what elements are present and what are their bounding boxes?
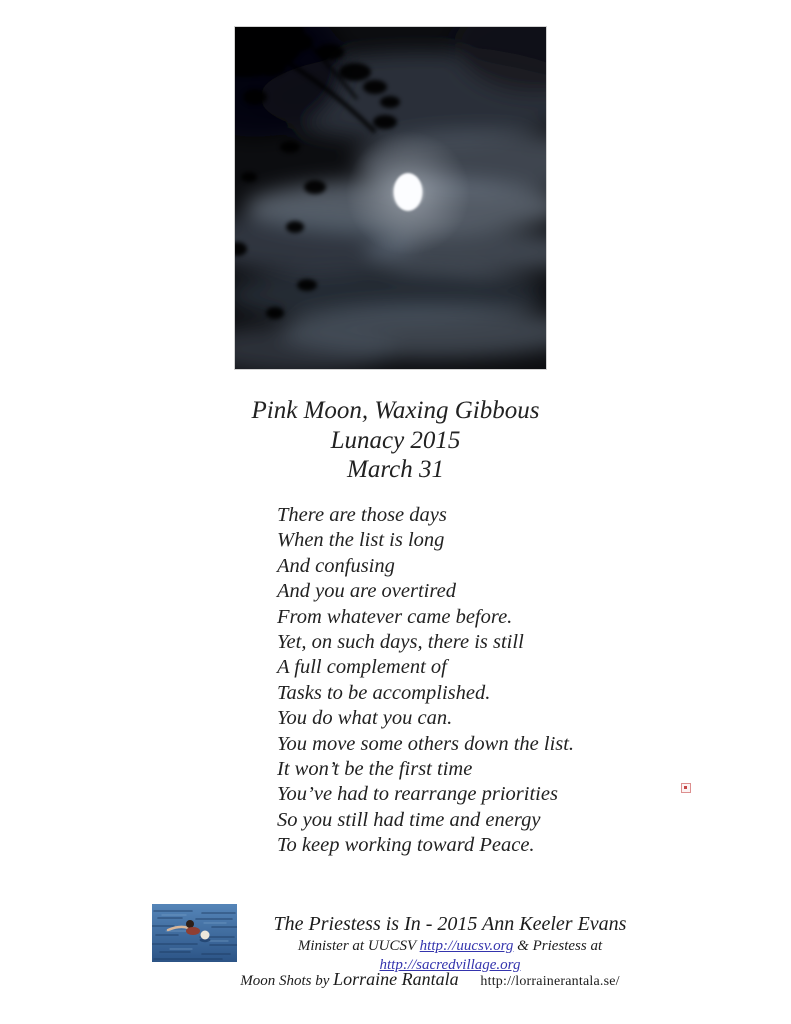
uucsv-link[interactable]: http://uucsv.org xyxy=(419,938,514,954)
minister-prefix: Minister at UUCSV xyxy=(297,938,416,954)
photographer-url: http://lorrainerantala.se/ xyxy=(480,974,620,989)
poem-line: And confusing xyxy=(277,554,395,577)
poem-line: Yet, on such days, there is still xyxy=(277,631,524,654)
credit-line: The Priestess is In - 2015 Ann Keeler Evans xyxy=(273,913,627,935)
poem-line: From whatever came before. xyxy=(277,605,513,628)
poem-line: You’ve had to rearrange priorities xyxy=(277,783,558,806)
broken-image-marker-dot xyxy=(684,786,687,789)
poem-line: Tasks to be accomplished. xyxy=(277,681,491,704)
sacredvillage-link[interactable]: http://sacredvillage.org xyxy=(379,957,521,973)
poem-line: To keep working toward Peace. xyxy=(277,834,535,857)
moon-photo xyxy=(234,26,547,370)
poem-line: So you still had time and energy xyxy=(277,808,541,831)
priestess-prefix: & Priestess at xyxy=(517,938,603,954)
poem-line: And you are overtired xyxy=(277,580,456,603)
title-line-1: Pink Moon, Waxing Gibbous xyxy=(251,397,540,424)
poem-line: You do what you can. xyxy=(277,707,453,730)
poem-line: When the list is long xyxy=(277,529,445,552)
photographer-name: Lorraine Rantala xyxy=(333,969,459,989)
title-line-3: March 31 xyxy=(347,456,444,483)
poem-line: You move some others down the list. xyxy=(277,732,575,755)
moonshots-prefix: Moon Shots by xyxy=(240,973,330,989)
footer-credit xyxy=(240,912,660,975)
poem-line: A full complement of xyxy=(277,656,447,679)
photo-credit xyxy=(140,969,720,990)
title-line-2: Lunacy 2015 xyxy=(330,426,461,454)
swimmers-photo xyxy=(152,904,237,962)
poem xyxy=(277,503,574,859)
broken-image-marker-icon xyxy=(681,783,691,793)
poem-line: There are those days xyxy=(277,504,447,526)
poem-line: It won’t be the first time xyxy=(277,758,473,781)
page-title xyxy=(0,396,791,485)
moon-night-sky-illustration xyxy=(235,27,546,369)
swimmers-illustration xyxy=(152,904,237,962)
